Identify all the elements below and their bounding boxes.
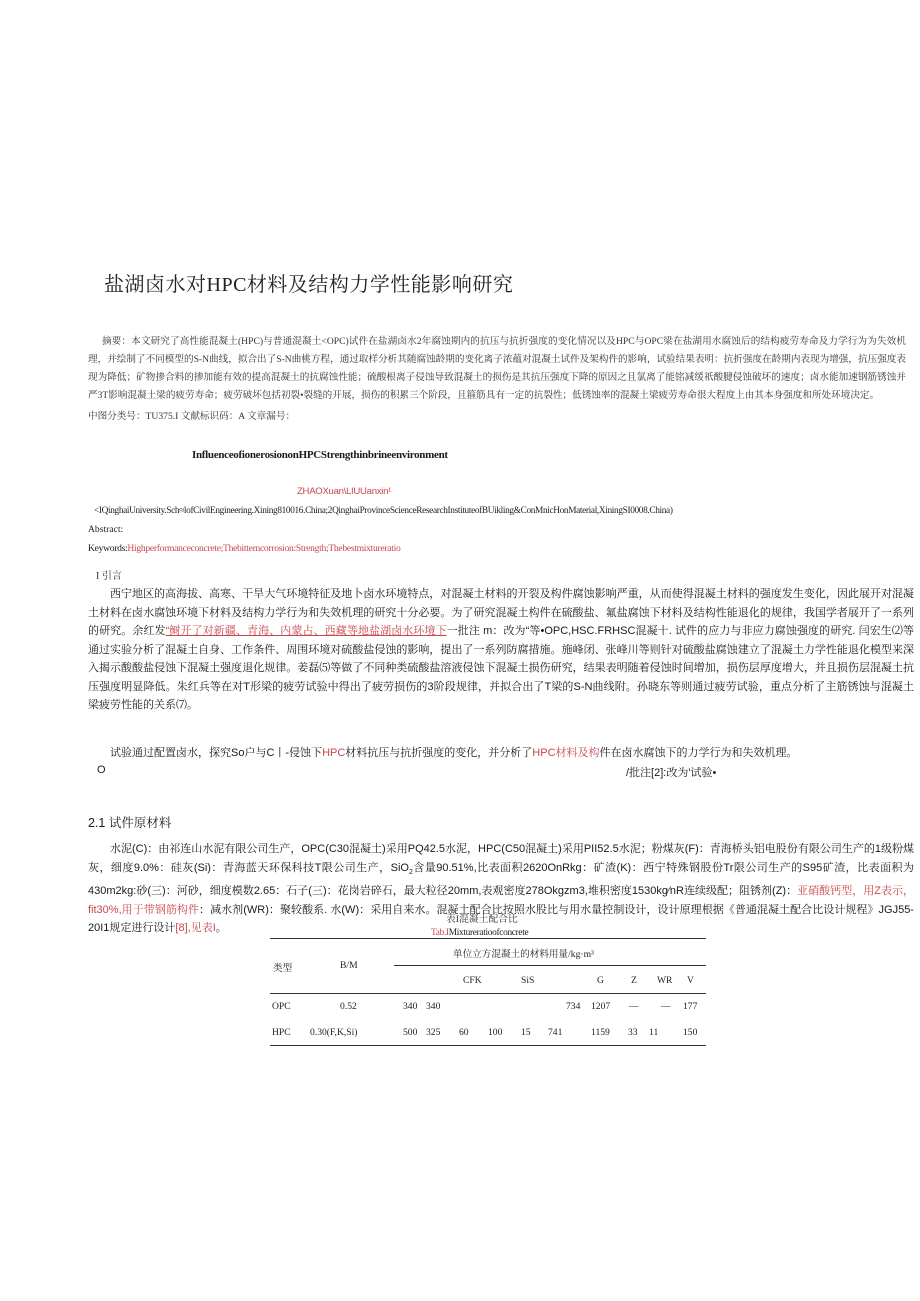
introduction-paragraph-2 [88, 744, 914, 763]
page-title: 盐湖卤水对HPC材料及结构力学性能影响研究 [104, 274, 514, 296]
table-bottom-rule [270, 1045, 706, 1046]
keywords-line [88, 543, 400, 554]
english-abstract-label: Abstract: [88, 524, 124, 535]
materials-text-a: 水泥(C)：由祁连山水泥有限公司生产，OPC(C30混凝土)采用PQ42.5水泥，HPC(C50混凝土)采用PII52.5水泥；粉煤灰(F)：青海桥头铝电股份有限公司生产的1级粉煤灰，细度9.0%：硅灰(Si)：青海蓝天环保科技T限公司生产，SiO [88, 843, 914, 874]
materials-highlight: 亚硝酸钙型，用Z表示，fit30%,用于带钢筋构件 [88, 885, 915, 916]
intro-text-a: 西宁地区的高海拔、高寒、干旱大气环境特征及地卜卤水环境特点，对混凝土材料的开裂及构件腐蚀影响严重，从而使得混凝土材料的强度发生变化，因此展开对混凝土材料在卤水腐蚀环境下材料及结构力学行为和失效机理的研究十分必要。为了研究混凝土构件在硫酸盐、氟盐腐蚀下材料及结构性能退化的规律，我国学者展开了一系列的研究。余红发 [88, 588, 914, 637]
header-wr: WR [657, 975, 673, 986]
table-top-rule [270, 938, 706, 939]
table-cell: 734 [566, 1001, 581, 1012]
header-cfk: CFK [463, 975, 482, 986]
table-row-hpc-bm: 0.30(F,K,Si) [310, 1027, 358, 1038]
table-cell: 150 [683, 1027, 698, 1038]
table-cell: 500 [403, 1027, 418, 1038]
table-cell: 340 [403, 1001, 418, 1012]
header-sis: SiS [521, 975, 535, 986]
table-cell: 1207 [591, 1001, 611, 1012]
table-caption-en: Mixtureratioofconcrete [448, 928, 529, 938]
table-cell: 1159 [591, 1027, 610, 1038]
table-cell: 100 [488, 1027, 503, 1038]
intro2-text-a: 试验通过配置卤水，探究So户与C丨-侵蚀下 [110, 747, 323, 759]
table-cell-wr: 11 [649, 1027, 659, 1038]
intro2-text-c: 件在卤水腐蚀下的力学行为和失效机理。 [599, 747, 798, 759]
materials-text-b: 含量90.51%,比表面积2620OnRkg：矿渣(K)：西宁特殊钢股份Tr限公司生产的S95矿渣，比表面积为430m2kg:砂(三)：河砂，细度模数2.65：石子(三)：花岗岩碎石，最大粒径20mm,表观密度278Okgzm3,堆积密度1530kg∕nR连续级配；阻锈剂(Z)： [88, 861, 915, 898]
table-cell: 60 [459, 1027, 469, 1038]
table-cell: 741 [548, 1027, 563, 1038]
header-type: 类型 [273, 963, 293, 974]
intro2-text-b: 材料抗压与抗折强度的变化，并分析了 [345, 747, 533, 759]
table-mid-rule [394, 965, 706, 966]
materials-text-c: ：减水剂(WR)：聚较酸系. 水(W)：采用自来水。混凝土配合比按照水股比与用水量控制设计，设计原理根据《普通混凝土配合比设计规程》JGJ55-20I1规定进行设计 [88, 903, 914, 935]
table-title: 表I混凝土配合比 [446, 914, 518, 925]
table-cell-z: — [629, 1001, 639, 1012]
intro2-highlight: HPC材料及构 [532, 747, 600, 759]
classification-line: 中图分类号：TU375.I 文献标识码：A 文章漏号： [88, 411, 296, 422]
table-cell: 325 [426, 1027, 441, 1038]
o-mark: O [97, 764, 106, 776]
table-cell-wr: — [661, 1001, 671, 1012]
header-bm: B/M [340, 960, 358, 971]
intro-highlight: “鲥开了对新疆、青海、内蒙占、西藏等地盐湖卤水环境下 [165, 625, 447, 637]
materials-subscript: 2 [408, 868, 413, 876]
introduction-paragraph [88, 585, 914, 715]
header-g: G [597, 975, 604, 986]
table-row-opc-type: OPC [272, 1001, 291, 1012]
section-heading-introduction: I 引言 [96, 571, 122, 582]
table-label-en: Tab.I [431, 928, 449, 938]
intro-text-b: 一批注 m：改为“等•OPC,HSC.FRHSC混凝十. 试件的应力与非应力腐蚀强度的研究. 闫宏生⑵等通过实验分析了混凝土自身、工作条件、周围环境对硫酸盐侵蚀的影响，提出了一系列防腐措施。施峰闭、张峰川等则针对硫酸盐腐蚀建立了混凝土力学性能退化模型来深入揭示酸酸盐侵蚀下混凝土强度退化规律。姜磊⑸等做了不同种类硫酸盐溶液侵蚀下混凝土损伤研究，结果表明随着侵蚀时间增加，损伤层厚度增大，并且损伤层混凝土抗压强度明显降低。朱红兵等在对T形梁的疲劳试验中得出了疲劳损伤的3阶段规律，并拟合出了T梁的S-N曲线附。孙晓东等则通过疲劳试验，重点分析了主筋锈蚀与混凝土梁疲劳性能的关系⑺。 [88, 625, 914, 711]
header-v: V [687, 975, 694, 986]
author-affiliation: <IQinghaiUniversity.Sch≈lofCivilEngineering.Xining810016.China;2QinghaiProvinceScienceResearchInstituteofBUikling&ConMnicHonMaterial,XiningSI0008.China) [94, 506, 673, 516]
comment-note: /批注[2]:改为'试验• [626, 767, 717, 779]
table-cell: 177 [683, 1001, 698, 1012]
keywords-label: Keywords: [88, 543, 128, 554]
keywords-text: Highperformanceconcrete;Thebitterncorrosion:Strength;Thebestmixtureratio [127, 543, 401, 554]
table-row-hpc-type: HPC [272, 1027, 291, 1038]
author-names: ZHAOXuan\LIUUanxin¹ [297, 486, 392, 497]
intro2-hpc: HPC [322, 747, 346, 759]
header-z: Z [631, 975, 637, 986]
table-cell-z: 33 [628, 1027, 638, 1038]
section-heading-materials: 2.1 试件原材料 [88, 816, 172, 830]
chinese-abstract: 摘要：本文研究了高性能混凝土(HPC)与普通混凝土<OPC)试件在盐湖卤水2年腐蚀期内的抗压与抗折强度的变化情况以及HPC与OPC梁在盐湖用水腐蚀后的结构疲劳寿命及力学行为为失效机理，并绘制了不同模型的S-N曲线，拟合出了S-N曲桃方程，通过取样分析其随腐蚀龄期的变化离子浓蕴对混凝土试件及架构件的影响，试验结果表明：抗折强度在龄期内表现为增强，抗压强度表现为降低；矿物掺合料的掺加能有效的提高混凝土的抗腐蚀性能；硫酸根离子侵蚀导致混凝土的损伤是其抗压强度下降的原因之且氯离了能铭减缓祇酸腱侵蚀破坏的速度；卤水能加速钢筋锈蚀并严3T影响混凝土梁的疲劳寿命；疲劳破坏包括初裂•裂缝的开展，损伤的积累三个阶段，且箍筋具有一定的抗裂性；低锈蚀率的混凝土梁疲劳寿命很大程度上由其本身强度和所处环境决定。 [88, 336, 906, 401]
materials-reference: [8],见表I [175, 922, 216, 935]
english-title: InfluenceofionerosiononHPCStrengthinbrineenvironment [192, 449, 448, 461]
table-header-rule [270, 993, 706, 994]
table-cell: 15 [521, 1027, 531, 1038]
table-row-opc-bm: 0.52 [340, 1001, 357, 1012]
table-cell: 340 [426, 1001, 441, 1012]
header-unit: 单位立方混凝土的材料用量/kg·m³ [453, 949, 594, 960]
table-title-en [431, 928, 528, 938]
materials-text-d: 。 [215, 922, 227, 935]
